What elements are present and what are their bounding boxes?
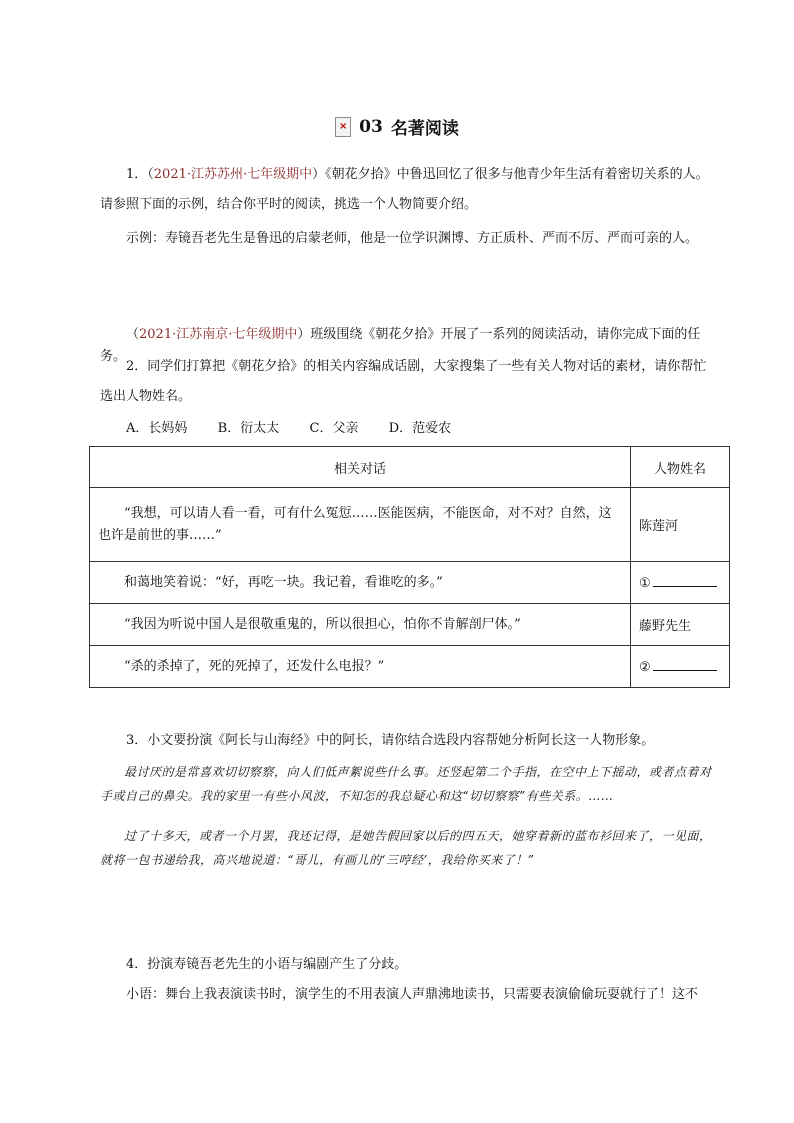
option-c: C．父亲: [309, 421, 359, 436]
option-d: D．范爱农: [388, 421, 452, 436]
table-row: [90, 604, 730, 646]
question-1-example: 示例：寿镜吾老先生是鲁迅的启蒙老师，他是一位学识渊博、方正质朴、严而不厉、严而可亲的人。: [126, 231, 699, 246]
name-cell: 陈莲河: [631, 488, 730, 562]
q1-text: ）《朝花夕拾》中鲁迅回忆了很多与他青少年生活有着密切关系的人。: [312, 167, 709, 182]
question-2: 2．同学们打算把《朝花夕拾》的相关内容编成话剧，大家搜集了一些有关人物对话的素材，请你帮忙: [126, 359, 707, 374]
dialog-table: [89, 446, 730, 688]
section-title: [0, 114, 794, 139]
name-cell: [631, 646, 730, 688]
answer-blank[interactable]: [653, 574, 717, 587]
table-row: [90, 488, 730, 562]
excerpt-paragraph-1: 最讨厌的是常喜欢切切察察，向人们低声絮说些什么事。还竖起第二个手指，在空中上下摇动，或者点着对手或自己的鼻尖。我的家里一有些小风波，不知怎的我总疑心和这“切切察察”有些关系。……: [100, 765, 712, 803]
answer-blank[interactable]: [653, 658, 717, 671]
name-cell: [631, 562, 730, 604]
question-3: 3．小文要扮演《阿长与山海经》中的阿长，请你结合选段内容帮她分析阿长这一人物形象。: [126, 733, 655, 748]
question-2-line-2: 选出人物姓名。: [100, 389, 192, 404]
header-name: 人物姓名: [631, 447, 730, 488]
context-text: ）班级围绕《朝花夕拾》开展了一系列的阅读活动，请你完成下面的任务。: [100, 327, 701, 364]
q1-number: 1．（: [126, 167, 154, 182]
option-b: B．衍太太: [217, 421, 280, 436]
option-a: A．长妈妈: [126, 421, 188, 436]
dialog-cell: “杀的杀掉了，死的死掉了，还发什么电报？”: [90, 646, 631, 688]
question-4-line-2: 小语：舞台上我表演读书时，演学生的不用表演人声鼎沸地读书，只需要表演偷偷玩耍就行了！这不: [126, 987, 699, 1002]
broken-image-icon: ×: [335, 117, 351, 137]
blank-marker: ①: [639, 576, 651, 591]
name-cell: 藤野先生: [631, 604, 730, 646]
q1-source: 2021·江苏苏州·七年级期中: [153, 167, 313, 182]
question-4: 4．扮演寿镜吾老先生的小语与编剧产生了分歧。: [126, 957, 408, 972]
question-1-line-2: 请参照下面的示例，结合你平时的阅读，挑选一个人物简要介绍。: [100, 197, 478, 212]
section-name: 名著阅读: [390, 119, 459, 139]
dialog-cell: “我想，可以请人看一看，可有什么冤愆……医能医病，不能医命，对不对？自然，这也许是前世的事……”: [90, 488, 631, 562]
table-header-row: [90, 447, 730, 488]
header-dialog: 相关对话: [90, 447, 631, 488]
question-1: [100, 164, 720, 186]
question-2-options: [100, 418, 720, 440]
context-source: 2021·江苏南京·七年级期中: [139, 327, 298, 342]
dialog-cell: 和蔼地笑着说：“好，再吃一块。我记着，看谁吃的多。”: [90, 562, 631, 604]
context-open: （: [126, 327, 140, 342]
blank-marker: ②: [639, 660, 651, 675]
section-number: 03: [359, 116, 383, 137]
table-row: [90, 562, 730, 604]
table-row: [90, 646, 730, 688]
excerpt-paragraph-2: 过了十多天，或者一个月罢，我还记得，是她告假回家以后的四五天，她穿着新的蓝布衫回来了，一见面，就将一包书递给我，高兴地说道：“哥儿，有画儿的‘三哼经’，我给你买来了！”: [100, 829, 712, 867]
dialog-cell: “我因为听说中国人是很敬重鬼的，所以很担心，怕你不肯解剖尸体。”: [90, 604, 631, 646]
